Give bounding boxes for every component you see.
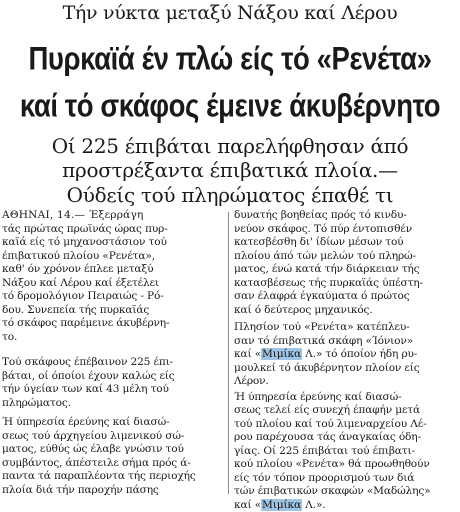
text-line: παντα τά παραπλέοντα τής περιοχής	[2, 470, 224, 484]
headline-line-1: Πυρκαϊά έν πλώ είς τό «Ρενέτα»	[0, 40, 460, 78]
text-fragment: καί «	[234, 499, 261, 511]
text-line: το.	[2, 331, 224, 345]
text-line: καί ό δεύτερος μηχανικός.	[234, 304, 458, 318]
text-line: γίας. Οί 225 έπιβάται τού έπιβατι-	[234, 445, 458, 459]
text-line: τών έπιβατικών σκαφών «Μαδώλης»	[234, 485, 458, 499]
highlighted-ship-name[interactable]: Μιμίκα	[261, 348, 302, 360]
right-paragraph-1	[234, 209, 458, 317]
text-line: είς τόν τόπον προορισμού των διά	[234, 472, 458, 486]
text-line: κατασβέσεως τής πυρκαϊάς ύπέστη-	[234, 277, 458, 291]
text-line: πλοία διά τήν παροχήν πάσης	[2, 484, 224, 498]
subheadline-line-1: Οί 225 έπιβάται παρελήφθησαν άπό	[0, 134, 460, 158]
text-line: καθ' όν χρόνον έπλεε μεταξύ	[2, 263, 224, 277]
left-paragraph-3	[2, 416, 224, 497]
text-line: Ή ύπηρεσία έρεύνης καί διασώ-	[2, 416, 224, 430]
right-column	[234, 209, 458, 512]
left-paragraph-2	[2, 356, 224, 410]
right-paragraph-2	[234, 321, 458, 389]
text-line: μουλκεί τό άκυβέρνητον πλοίον είς	[234, 362, 458, 376]
text-line: έπιβατικού πλοίου «Ρενέτα»,	[2, 250, 224, 264]
paragraph-gap	[2, 344, 224, 356]
text-fragment: Λ.» τό όποίον ήδη ρυ-	[302, 348, 417, 360]
text-line: Νάξου καί Λέρου καί έξετέλει	[2, 277, 224, 291]
text-line: πλοίου άπό τών μελών τού πληρώ-	[234, 250, 458, 264]
dateline: ΑΘΗΝΑΙ, 14.— Έξερράγη	[2, 209, 224, 223]
text-fragment: καί «	[234, 348, 261, 360]
right-paragraph-3	[234, 391, 458, 512]
text-line: συμβάντος, άπέστειλε σήμα πρός ά-	[2, 457, 224, 471]
text-line: δου. Συνεπεία τής πυρκαϊάς	[2, 304, 224, 318]
text-line: σεως τού άρχηγείου λιμενικού σώ-	[2, 430, 224, 444]
text-line: ρου παρέχουσα τάς άναγκαίας όδη-	[234, 431, 458, 445]
text-line: τήν ύγείαν των καί 43 μέλη τού	[2, 383, 224, 397]
text-fragment: Λ.».	[302, 499, 325, 511]
text-line: τό σκάφος παρέμεινε άκυβέρνη-	[2, 317, 224, 331]
text-line	[234, 499, 458, 512]
text-line: Πλησίον τού «Ρενέτα» κατέπλευ-	[234, 321, 458, 335]
text-line: κού πλοίου «Ρενέτα» θά προωθηθούν	[234, 458, 458, 472]
text-line: ματος, εύθύς ώς έλαβε γνώσιν τού	[2, 443, 224, 457]
left-paragraph-1	[2, 209, 224, 344]
text-line: Τού σκάφους έπέβαινον 225 έπι-	[2, 356, 224, 370]
left-column	[2, 209, 224, 497]
subheadline-line-2: προστρέξαντα έπιβατικά πλοία.—	[0, 158, 460, 182]
column-rule	[228, 212, 229, 494]
text-line: σαν έλαφρά έγκαύματα ό πρώτος	[234, 290, 458, 304]
text-line: βάται, οί όποίοι έχουν καλώς είς	[2, 370, 224, 384]
headline-line-2: καί τό σκάφος έμεινε άκυβέρνητο	[0, 87, 460, 125]
highlighted-ship-name[interactable]: Μιμίκα	[261, 499, 302, 511]
text-line: σαν τό έπιβατικά σκάφη «Ίόνιον»	[234, 335, 458, 349]
text-line: τού πλοίου καί τού λιμεναρχείου Λέ-	[234, 418, 458, 432]
text-line: σεως τελεί είς συνεχή έπαφήν μετά	[234, 404, 458, 418]
subheadline-line-3: Ούδείς τού πληρώματος έπαθέ τι	[0, 183, 460, 207]
kicker-line: Τήν νύκτα μεταξύ Νάξου καί Λέρου	[0, 2, 460, 24]
text-line: καϊά είς τό μηχανοστάσιον τού	[2, 236, 224, 250]
text-line: Λέρον.	[234, 375, 458, 389]
text-line: τάς πρώτας πρωϊνάς ώρας πυρ-	[2, 223, 224, 237]
text-line	[234, 348, 458, 362]
text-line: πληρώματος.	[2, 397, 224, 411]
text-line: δυνατής βοηθείας πρός τό κινδυ-	[234, 209, 458, 223]
text-line: νεύον σκάφος. Τό πύρ έντοπισθέν	[234, 223, 458, 237]
text-line: κατεσβέσθη δι' ίδίων μέσων τού	[234, 236, 458, 250]
text-line: Ή ύπηρεσία έρεύνης καί διασώ-	[234, 391, 458, 405]
text-line: ματος, ένώ κατά τήν διάρκειαν τής	[234, 263, 458, 277]
text-line: τό δρομολόγιον Πειραιώς - Ρό-	[2, 290, 224, 304]
